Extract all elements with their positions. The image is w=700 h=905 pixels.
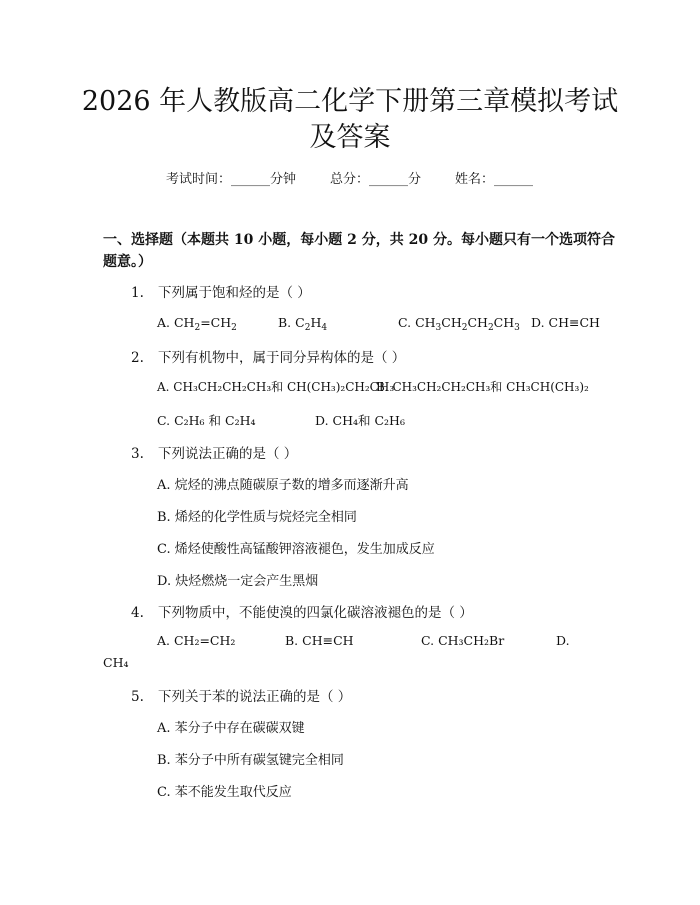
- q3-option-d: D. 炔烃燃烧一定会产生黑烟: [157, 574, 319, 589]
- question-4: [131, 601, 473, 621]
- question-number: 4.: [131, 605, 144, 621]
- q1-option-d: D. CH≡CH: [531, 315, 600, 330]
- q2-option-a: A. CH₃CH₂CH₂CH₃和 CH(CH₃)₂CH₂CH₃: [157, 380, 395, 394]
- q5-option-a: A. 苯分子中存在碳碳双键: [157, 721, 305, 736]
- section-heading-line2: 题意。）: [103, 254, 152, 270]
- student-name-field: 姓名：______: [455, 172, 534, 187]
- q5-option-b: B. 苯分子中所有碳氢键完全相同: [157, 753, 344, 768]
- q4-option-b: B. CH≡CH: [285, 633, 354, 648]
- question-number: 1.: [131, 285, 144, 301]
- section-heading-line1: 一、选择题（本题共 10 小题，每小题 2 分，共 20 分。每小题只有一个选项符合: [103, 232, 615, 248]
- q1-option-c: C. $CH_3CH_2CH_2CH_3$: [398, 315, 520, 333]
- q5-option-c: C. 苯不能发生取代反应: [157, 785, 292, 800]
- q4-option-a: A. CH₂=CH₂: [157, 633, 236, 648]
- question-text: 下列属于饱和烃的是（ ）: [158, 285, 311, 301]
- question-number: 5.: [131, 689, 144, 705]
- question-2: [131, 346, 405, 366]
- q2-option-b: B. CH₃CH₂CH₂CH₃和 CH₃CH(CH₃)₂: [376, 380, 589, 394]
- question-number: 3.: [131, 446, 144, 462]
- total-score-field: 总分：______分: [330, 172, 422, 187]
- question-text: 下列说法正确的是（ ）: [158, 446, 298, 462]
- q4-option-d-label: D.: [556, 633, 570, 648]
- question-text: 下列关于苯的说法正确的是（ ）: [158, 689, 352, 705]
- document-title-line2: 及答案: [309, 122, 391, 153]
- document-title-line1: 2026 年人教版高二化学下册第三章模拟考试: [81, 86, 619, 117]
- q2-option-c: C. C₂H₆ 和 C₂H₄: [157, 413, 256, 428]
- q3-option-a: A. 烷烃的沸点随碳原子数的增多而逐渐升高: [157, 478, 409, 493]
- question-3: [131, 442, 297, 462]
- question-text: 下列物质中，不能使溴的四氯化碳溶液褪色的是（ ）: [158, 605, 473, 621]
- q4-option-d-text: CH₄: [103, 655, 129, 670]
- q4-option-c: C. CH₃CH₂Br: [421, 633, 505, 648]
- exam-time-field: 考试时间：______分钟: [166, 172, 297, 187]
- q3-option-c: C. 烯烃使酸性高锰酸钾溶液褪色，发生加成反应: [157, 542, 435, 557]
- q1-option-b: B. $C_2H_4$: [278, 315, 328, 333]
- question-5: [131, 685, 351, 705]
- q1-option-a: A. $CH_2=CH_2$: [157, 315, 237, 333]
- question-text: 下列有机物中，属于同分异构体的是（ ）: [158, 350, 406, 366]
- question-1: [131, 281, 311, 301]
- q3-option-b: B. 烯烃的化学性质与烷烃完全相同: [157, 510, 357, 525]
- question-number: 2.: [131, 350, 144, 366]
- q2-option-d: D. CH₄和 C₂H₆: [315, 413, 405, 428]
